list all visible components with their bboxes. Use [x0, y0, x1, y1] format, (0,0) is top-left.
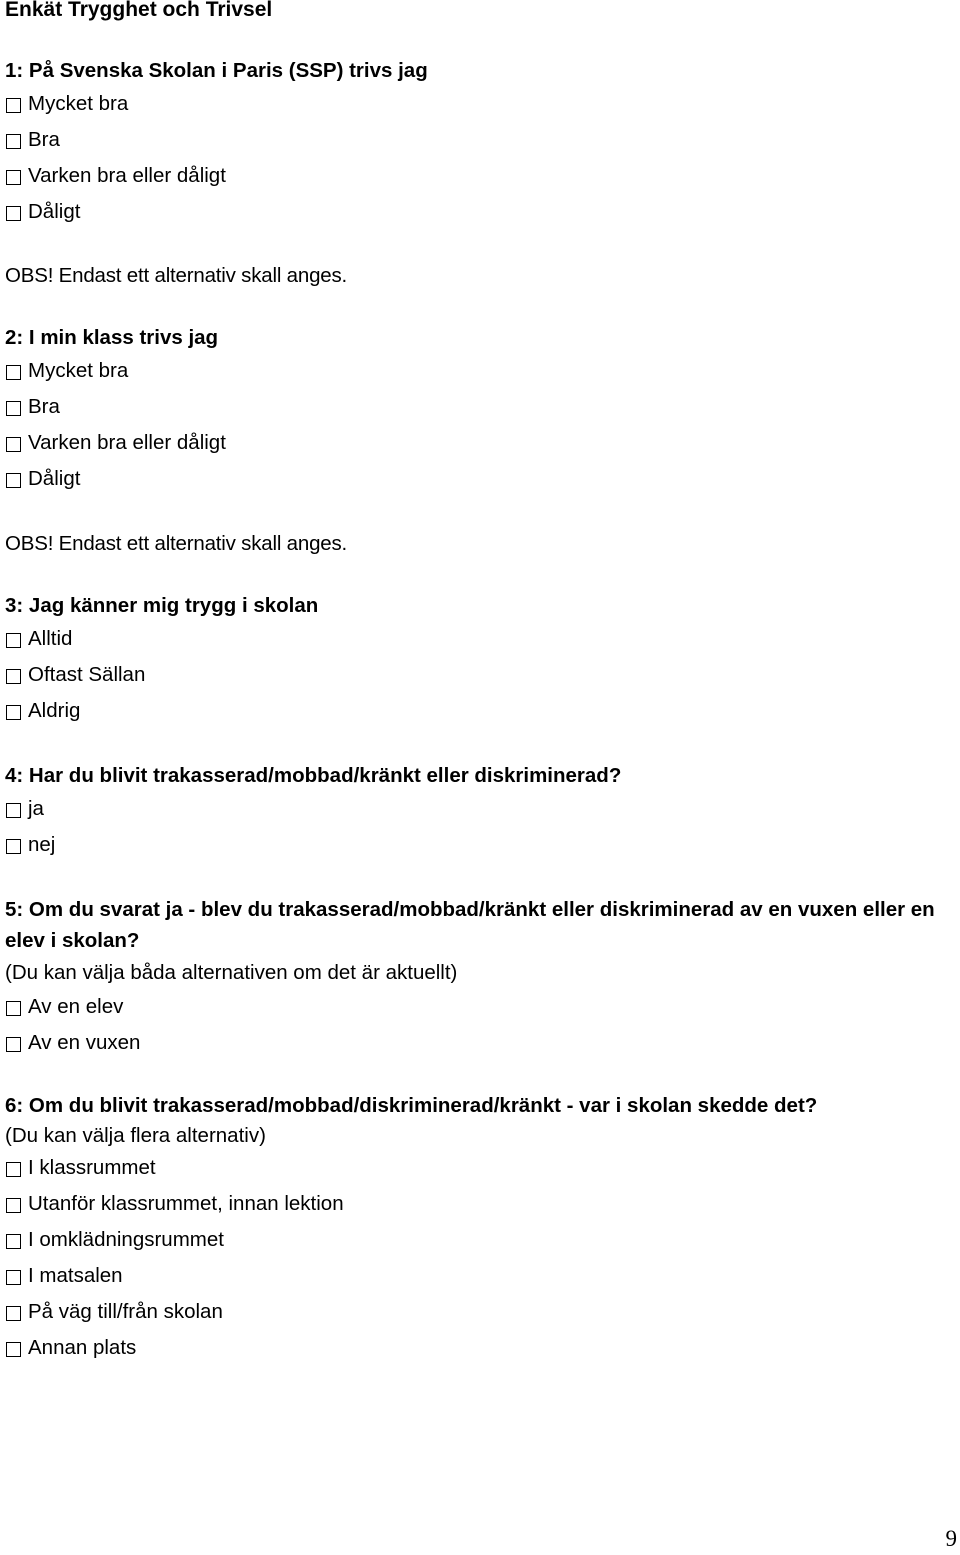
checkbox-icon[interactable] — [6, 437, 21, 452]
option-checkbox[interactable] — [5, 1294, 950, 1330]
question-hint: (Du kan välja flera alternativ) — [5, 1124, 266, 1147]
option-checkbox[interactable] — [5, 657, 950, 693]
option-checkbox[interactable] — [5, 158, 950, 194]
option-label: I klassrummet — [28, 1156, 156, 1179]
checkbox-icon[interactable] — [6, 473, 21, 488]
question-title: 2: I min klass trivs jag — [5, 326, 219, 349]
option-checkbox[interactable] — [5, 989, 950, 1025]
option-label: Utanför klassrummet, innan lektion — [28, 1192, 344, 1215]
checkbox-icon[interactable] — [6, 170, 21, 185]
question-title: 6: Om du blivit trakasserad/mobbad/diskriminerad/kränkt - var i skolan skedde det? — [5, 1094, 818, 1117]
option-label: I omklädningsrummet — [28, 1228, 224, 1251]
checkbox-icon[interactable] — [6, 1001, 21, 1016]
option-label: Aldrig — [28, 699, 81, 722]
question-hint: (Du kan välja båda alternativen om det är aktuellt) — [5, 961, 458, 984]
option-list — [5, 989, 950, 1061]
instruction-note: OBS! Endast ett alternativ skall anges. — [5, 264, 348, 287]
option-label: I matsalen — [28, 1264, 123, 1287]
option-checkbox[interactable] — [5, 1222, 950, 1258]
checkbox-icon[interactable] — [6, 1270, 21, 1285]
option-checkbox[interactable] — [5, 194, 950, 230]
question-3 — [5, 590, 950, 729]
option-label: ja — [28, 797, 44, 820]
question-6 — [5, 1090, 950, 1366]
option-checkbox[interactable] — [5, 1330, 950, 1366]
option-label: Av en elev — [28, 995, 124, 1018]
option-checkbox[interactable] — [5, 1150, 950, 1186]
option-label: Alltid — [28, 627, 73, 650]
option-label: Oftast Sällan — [28, 663, 146, 686]
option-checkbox[interactable] — [5, 1258, 950, 1294]
option-checkbox[interactable] — [5, 791, 950, 827]
question-4 — [5, 760, 950, 863]
question-5 — [5, 894, 950, 1061]
option-checkbox[interactable] — [5, 389, 950, 425]
option-list — [5, 86, 950, 230]
option-label: Varken bra eller dåligt — [28, 164, 226, 187]
option-label: På väg till/från skolan — [28, 1300, 223, 1323]
option-label: Dåligt — [28, 200, 81, 223]
option-label: Dåligt — [28, 467, 81, 490]
option-checkbox[interactable] — [5, 1025, 950, 1061]
checkbox-icon[interactable] — [6, 669, 21, 684]
option-list — [5, 1150, 950, 1366]
checkbox-icon[interactable] — [6, 633, 21, 648]
checkbox-icon[interactable] — [6, 1162, 21, 1177]
option-list — [5, 621, 950, 729]
option-label: Mycket bra — [28, 359, 129, 382]
option-checkbox[interactable] — [5, 621, 950, 657]
checkbox-icon[interactable] — [6, 134, 21, 149]
option-checkbox[interactable] — [5, 353, 950, 389]
option-list — [5, 353, 950, 497]
option-list — [5, 791, 950, 863]
question-title: 1: På Svenska Skolan i Paris (SSP) trivs jag — [5, 59, 428, 82]
option-label: Varken bra eller dåligt — [28, 431, 226, 454]
instruction-note: OBS! Endast ett alternativ skall anges. — [5, 532, 348, 555]
option-label: nej — [28, 833, 56, 856]
checkbox-icon[interactable] — [6, 206, 21, 221]
option-label: Mycket bra — [28, 92, 129, 115]
option-label: Bra — [28, 395, 60, 418]
option-checkbox[interactable] — [5, 693, 950, 729]
question-2 — [5, 322, 950, 497]
checkbox-icon[interactable] — [6, 1306, 21, 1321]
document-title: Enkät Trygghet och Trivsel — [5, 0, 273, 21]
page-number: 9 — [945, 1526, 957, 1551]
checkbox-icon[interactable] — [6, 705, 21, 720]
option-checkbox[interactable] — [5, 425, 950, 461]
question-title: 3: Jag känner mig trygg i skolan — [5, 594, 319, 617]
checkbox-icon[interactable] — [6, 839, 21, 854]
checkbox-icon[interactable] — [6, 365, 21, 380]
option-label: Bra — [28, 128, 60, 151]
checkbox-icon[interactable] — [6, 803, 21, 818]
option-checkbox[interactable] — [5, 461, 950, 497]
option-checkbox[interactable] — [5, 1186, 950, 1222]
option-checkbox[interactable] — [5, 827, 950, 863]
option-label: Av en vuxen — [28, 1031, 141, 1054]
checkbox-icon[interactable] — [6, 1234, 21, 1249]
question-title: 5: Om du svarat ja - blev du trakasserad/mobbad/kränkt eller diskriminerad av en vuxen eller en elev i skolan? — [5, 898, 935, 952]
checkbox-icon[interactable] — [6, 1037, 21, 1052]
question-title: 4: Har du blivit trakasserad/mobbad/kränkt eller diskriminerad? — [5, 764, 622, 787]
question-1 — [5, 55, 950, 230]
option-checkbox[interactable] — [5, 122, 950, 158]
checkbox-icon[interactable] — [6, 1198, 21, 1213]
checkbox-icon[interactable] — [6, 1342, 21, 1357]
option-checkbox[interactable] — [5, 86, 950, 122]
option-label: Annan plats — [28, 1336, 137, 1359]
checkbox-icon[interactable] — [6, 401, 21, 416]
checkbox-icon[interactable] — [6, 98, 21, 113]
